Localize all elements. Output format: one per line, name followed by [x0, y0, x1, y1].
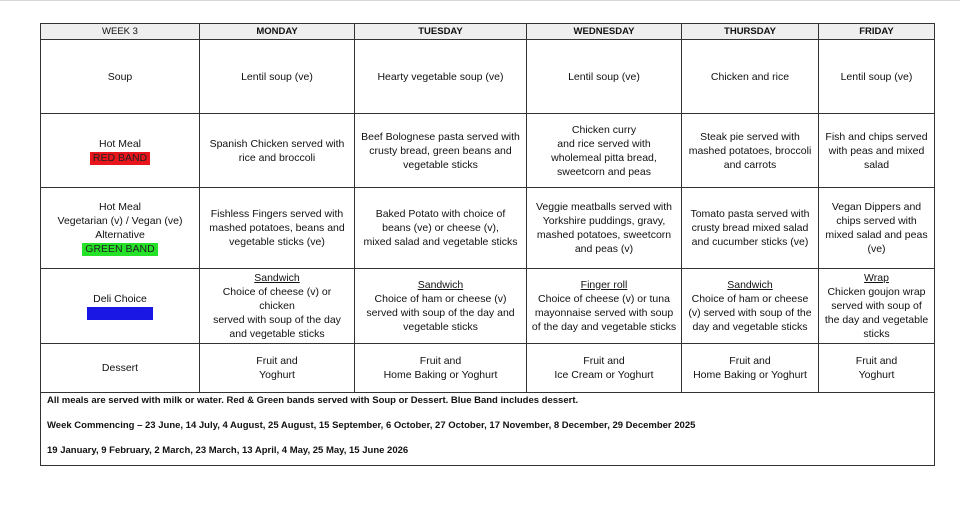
menu-line: salad — [863, 158, 890, 171]
deli-cell — [355, 269, 527, 344]
menu-line: crusty bread, green beans and — [369, 144, 512, 157]
menu-line: mashed potatoes, beans and — [209, 222, 345, 234]
veg-meal-row — [41, 188, 935, 269]
deli-cell — [819, 269, 935, 344]
menu-line: Chicken curry — [571, 123, 637, 136]
dessert-cell — [682, 344, 819, 393]
deli-label: Deli Choice — [93, 293, 147, 305]
menu-line: Home Baking or Yoghurt — [693, 369, 807, 381]
veg-meal-cell — [527, 188, 682, 269]
menu-line: vegetable sticks — [403, 321, 478, 333]
menu-line: Ice Cream or Yoghurt — [554, 369, 654, 381]
deli-item-title: Finger roll — [580, 279, 628, 291]
deli-item-title: Sandwich — [254, 272, 300, 284]
notes-row — [41, 393, 935, 466]
deli-cell — [682, 269, 819, 344]
menu-line: Choice of cheese (v) or tuna — [538, 293, 670, 305]
menu-line: Chicken goujon wrap — [827, 286, 926, 298]
menu-line: mashed potatoes, sweetcorn — [536, 229, 672, 241]
menu-line: beans (ve) or cheese (v), — [382, 222, 499, 234]
menu-line: served with soup of — [831, 300, 922, 312]
dessert-row — [41, 344, 935, 393]
dessert-label: Dessert — [41, 344, 200, 393]
week-label: WEEK 3 — [41, 24, 200, 40]
day-friday: FRIDAY — [819, 24, 935, 40]
veg-meal-sublabel: Vegetarian (v) / Vegan (ve) — [57, 215, 183, 227]
menu-line: the day and vegetable — [824, 314, 929, 326]
dessert-cell — [527, 344, 682, 393]
serving-note: All meals are served with milk or water. Red & Green bands served with Soup or Dessert. Blue Band includes dessert. — [47, 395, 579, 406]
menu-line: Choice of ham or cheese — [691, 293, 809, 305]
menu-line: mayonnaise served with soup — [534, 307, 674, 319]
day-thursday: THURSDAY — [682, 24, 819, 40]
dessert-cell — [200, 344, 355, 393]
menu-line: Yorkshire puddings, gravy, — [542, 215, 666, 227]
menu-line: and vegetable sticks — [229, 328, 325, 340]
hot-meal-row — [41, 114, 935, 188]
hot-meal-cell — [355, 114, 527, 188]
menu-line: day and vegetable sticks — [692, 321, 808, 333]
veg-meal-cell — [682, 188, 819, 269]
soup-cell: Hearty vegetable soup (ve) — [355, 40, 527, 114]
menu-line: Fruit and — [256, 355, 298, 367]
menu-line: of the day and vegetable sticks — [531, 321, 677, 333]
veg-meal-cell — [355, 188, 527, 269]
menu-line: rice and broccoli — [238, 151, 316, 164]
deli-item-title: Sandwich — [417, 279, 464, 291]
menu-line: vegetable sticks — [403, 158, 478, 171]
menu-line: Baked Potato with choice of — [375, 208, 506, 220]
green-band-badge: GREEN BAND — [82, 243, 157, 256]
blue-band-badge: BLUE BAND — [87, 307, 153, 320]
menu-line: Fruit and — [419, 355, 462, 367]
hot-meal-cell — [819, 114, 935, 188]
menu-line: Choice of ham or cheese (v) — [374, 293, 507, 305]
menu-line: Veggie meatballs served with — [536, 201, 672, 213]
menu-line: mixed salad and vegetable sticks — [363, 236, 518, 248]
menu-line: Tomato pasta served with — [690, 208, 810, 220]
hot-meal-cell — [527, 114, 682, 188]
soup-row — [41, 40, 935, 114]
menu-line: and rice served with — [557, 137, 651, 150]
menu-line: sweetcorn and peas — [557, 165, 651, 178]
deli-item-title: Wrap — [864, 272, 889, 284]
veg-meal-alt-label: Alternative — [95, 229, 145, 241]
menu-line: served with soup of the day — [213, 314, 341, 326]
deli-cell — [200, 269, 355, 344]
menu-line: mashed potatoes, broccoli — [688, 144, 812, 157]
menu-line: and carrots — [723, 158, 777, 171]
menu-line: sticks — [863, 328, 890, 340]
menu-line: and peas (v) — [574, 243, 634, 255]
soup-cell: Lentil soup (ve) — [200, 40, 355, 114]
menu-line: Yoghurt — [858, 369, 895, 381]
menu-line: and cucumber sticks (ve) — [691, 236, 809, 248]
menu-line: Home Baking or Yoghurt — [383, 369, 498, 381]
veg-meal-label-cell — [41, 188, 200, 269]
hot-meal-cell — [682, 114, 819, 188]
menu-line: mixed salad and peas — [825, 229, 928, 241]
red-band-badge: RED BAND — [90, 152, 150, 165]
dessert-cell — [355, 344, 527, 393]
menu-line: Fruit and — [583, 355, 625, 367]
menu-line: wholemeal pitta bread, — [551, 151, 657, 164]
menu-line: chips served with — [836, 215, 917, 227]
veg-meal-label: Hot Meal — [98, 201, 141, 213]
menu-line: Spanish Chicken served with — [209, 137, 345, 150]
day-tuesday: TUESDAY — [355, 24, 527, 40]
menu-line: (v) served with soup of the — [688, 307, 812, 319]
week-commencing-2026-note: 19 January, 9 February, 2 March, 23 March, 13 April, 4 May, 25 May, 15 June 2026 — [47, 445, 409, 456]
top-divider — [0, 0, 960, 1]
menu-line: with peas and mixed — [828, 144, 925, 157]
menu-line: Fish and chips served — [825, 130, 928, 143]
hot-meal-label-cell — [41, 114, 200, 188]
day-monday: MONDAY — [200, 24, 355, 40]
menu-line: Fruit and — [855, 355, 898, 367]
soup-label: Soup — [41, 40, 200, 114]
menu-line: crusty bread mixed salad — [691, 222, 809, 234]
menu-line: served with soup of the day and — [366, 307, 515, 319]
veg-meal-cell — [819, 188, 935, 269]
hot-meal-cell — [200, 114, 355, 188]
menu-line: Yoghurt — [259, 369, 295, 381]
deli-row — [41, 269, 935, 344]
soup-cell: Chicken and rice — [682, 40, 819, 114]
menu-line: (ve) — [867, 243, 886, 255]
weekly-menu-table — [40, 23, 935, 466]
veg-meal-cell — [200, 188, 355, 269]
menu-line: Steak pie served with — [700, 130, 800, 143]
notes-cell — [41, 393, 935, 466]
menu-line: Fruit and — [729, 355, 771, 367]
menu-line: Fishless Fingers served with — [210, 208, 344, 220]
week-commencing-note: Week Commencing – 23 June, 14 July, 4 August, 25 August, 15 September, 6 October, 27 October, 17 November, 8 December, 29 December 2025 — [47, 420, 696, 431]
soup-cell: Lentil soup (ve) — [819, 40, 935, 114]
menu-line: Beef Bolognese pasta served with — [361, 130, 520, 143]
header-row — [41, 24, 935, 40]
menu-line: Choice of cheese (v) or chicken — [222, 286, 332, 312]
deli-item-title: Sandwich — [727, 279, 773, 291]
deli-label-cell — [41, 269, 200, 344]
day-wednesday: WEDNESDAY — [527, 24, 682, 40]
dessert-cell — [819, 344, 935, 393]
menu-line: Vegan Dippers and — [831, 201, 922, 213]
hot-meal-label: Hot Meal — [98, 137, 141, 150]
soup-cell: Lentil soup (ve) — [527, 40, 682, 114]
menu-line: vegetable sticks (ve) — [229, 236, 325, 248]
deli-cell — [527, 269, 682, 344]
